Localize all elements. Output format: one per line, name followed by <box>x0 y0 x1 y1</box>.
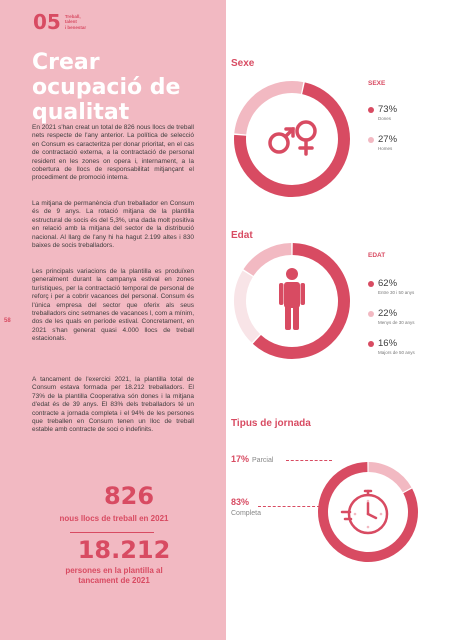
donut-slice-menys-de-30-anys <box>240 274 256 339</box>
legend-dot <box>368 311 374 317</box>
jornada-partial-label: Parcial <box>252 457 274 464</box>
jornada-partial-pct: 17% <box>231 454 250 464</box>
legend-item-under-30 <box>368 308 452 325</box>
legend-item-over-50 <box>368 338 452 355</box>
divider <box>70 532 154 533</box>
page-title: Crear ocupació de qualitat <box>32 50 181 125</box>
jornada-partial <box>231 454 273 464</box>
legend-label: Entre 30 i 50 anys <box>378 290 415 295</box>
section-title-jornada: Tipus de jornada <box>231 418 311 429</box>
legend-pct: 62% <box>378 278 398 289</box>
donut-chart-sexe <box>231 78 353 200</box>
donut-slice-majors-de-50-anys <box>248 249 291 273</box>
legend-pct: 16% <box>378 338 398 349</box>
legend-dot <box>368 107 374 113</box>
legend-item-homes <box>368 134 452 151</box>
gender-symbols-icon <box>270 122 315 154</box>
chapter-number: 05 <box>33 10 61 34</box>
donut-slice-parcial <box>369 467 408 490</box>
stopwatch-icon <box>342 491 387 533</box>
donut-chart-jornada <box>314 458 422 566</box>
leader-line-complete <box>258 506 320 507</box>
section-title-edat: Edat <box>231 230 253 241</box>
legend-pct: 73% <box>378 104 398 115</box>
donut-chart-edat <box>231 240 353 362</box>
legend-dot <box>368 341 374 347</box>
donut-sexe-ring <box>240 87 344 191</box>
page-number: 58 <box>4 318 11 324</box>
paragraph-variations: Les principals variacions de la plantilla es produïxen generalment durant la campanya estival en zones turístiques, per la contractació temporal de personal de reforç i per a cobrir vacances del personal. Consum és l'única empresa del sector que oferix als seus treballadors cinc setmanes de vacances l, com a mínim, dos de les quals en període estival. Concretament, en 2021 s'han generat quasi 4.000 llocs de treball estacionals. <box>32 268 194 343</box>
section-title-sexe: Sexe <box>231 58 255 69</box>
legend-label: Majors de 50 anys <box>378 350 415 355</box>
legend-label: Homes <box>378 146 393 151</box>
stat-value: 826 <box>103 482 155 510</box>
legend-label: Dones <box>378 116 392 121</box>
legend-title-edat: EDAT <box>368 252 386 259</box>
chapter-label: Treball, talent i benestar <box>64 13 87 30</box>
legend-title-sexe: SEXE <box>368 80 386 87</box>
stat-workforce <box>14 536 214 586</box>
donut-slice-entre-30-i-50-anys <box>257 249 344 353</box>
legend-label: Menys de 30 anys <box>378 320 415 325</box>
jornada-complete-label: Completa <box>231 510 261 517</box>
legend-item-30-50 <box>368 278 452 295</box>
donut-slice-homes <box>240 87 302 134</box>
stat-caption: persones en la plantilla al tancament de 2021 <box>65 566 163 585</box>
paragraph-permanence: La mitjana de permanència d'un treballador en Consum és de 9 anys. La rotació mitjana de la plantilla estructural de socis és del 5,3%, una dada molt positiva en relació amb la mitjana del sector de la distribució nacional. Al llarg de l'any hi ha hagut 2.199 altes i 830 baixes de socis treballadors. <box>32 200 194 250</box>
legend-pct: 22% <box>378 308 398 319</box>
jornada-complete-pct: 83% <box>231 497 250 507</box>
person-icon <box>279 268 305 330</box>
legend-dot <box>368 137 374 143</box>
legend-dot <box>368 281 374 287</box>
stat-caption: nous llocs de treball en 2021 <box>59 514 169 523</box>
stat-value: 18.212 <box>77 536 171 564</box>
legend-item-dones <box>368 104 452 121</box>
chapter-header <box>33 10 86 34</box>
paragraph-new-jobs: En 2021 s'han creat un total de 826 nous llocs de treball nets respecte de l'any anterior. La política de selecció en Consum es caracteritza per donar prioritat, en el cas de contractació externa, a la contractació de personal resident en les zones on opera i, internament, a la cobertura de llocs de responsabilitat mitjançant el procediment de promoció interna. <box>32 124 194 182</box>
paragraph-closing: A tancament de l'exercici 2021, la plantilla total de Consum estava formada per 18.212 treballadors. El 73% de la plantilla Cooperativa són dones i la mitjana d'edat és de 39 anys. El 83% dels treballadors té un contracte a jornada completa i el 94% de les persones que treballen en Consum tenen un lloc de treball estable amb contracte de soci o indefinits. <box>32 376 194 434</box>
stat-new-jobs <box>14 482 214 524</box>
jornada-complete <box>231 492 261 517</box>
legend-pct: 27% <box>378 134 398 145</box>
